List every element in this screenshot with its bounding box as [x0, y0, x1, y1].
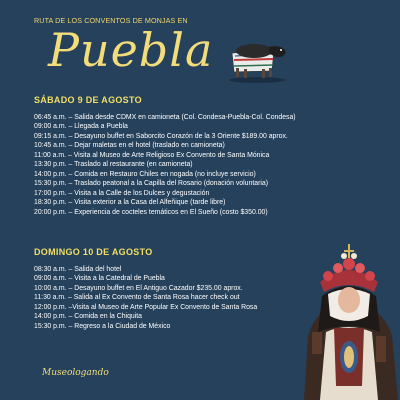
- day-2-title: DOMINGO 10 DE AGOSTO: [34, 247, 153, 257]
- schedule-item: 09:15 a.m. – Desayuno buffet en Saborcito Corazón de la 3 Oriente $189.00 aprox.: [34, 132, 288, 140]
- schedule-item: 14:00 p.m. – Comida en Restauro Chiles en nogada (no incluye servicio): [34, 170, 256, 178]
- schedule-item: 11:30 a.m. – Salida al Ex Convento de Santa Rosa hacer check out: [34, 294, 240, 302]
- schedule-item: 09:00 a.m. – Llegada a Puebla: [34, 123, 128, 131]
- schedule-item: 09:00 a.m. – Visita a la Catedral de Puebla: [34, 275, 165, 283]
- day-1-schedule: [34, 113, 394, 217]
- schedule-item: 15:30 p.m. – Regreso a la Ciudad de México: [34, 322, 171, 330]
- schedule-item: 10:45 a.m. – Dejar maletas en el hotel (traslado en camioneta): [34, 142, 225, 150]
- schedule-item: 12:00 p.m. –Visita al Museo de Arte Popular Ex Convento de Santa Rosa: [34, 303, 258, 311]
- schedule-item: 18:30 p.m. – Visita exterior a la Casa del Alfeñique (tarde libre): [34, 199, 226, 207]
- schedule-item: 20:00 p.m. – Experiencia de cocteles temáticos en El Sueño (costo $350.00): [34, 208, 268, 216]
- schedule-item: 17:00 p.m. – Visita a la Calle de los Dulces y degustación: [34, 189, 210, 197]
- route-title: RUTA DE LOS CONVENTOS DE MONJAS EN: [34, 16, 188, 25]
- sheep-figurine-illustration: [224, 38, 290, 84]
- schedule-item: 08:30 a.m. – Salida del hotel: [34, 266, 122, 273]
- schedule-item: 14:00 p.m. – Comida en la Chiquita: [34, 313, 143, 321]
- brand-signature: Museologando: [42, 368, 109, 378]
- day-1-title: SÁBADO 9 DE AGOSTO: [34, 95, 142, 105]
- day-1-section: [34, 95, 394, 217]
- city-title: Puebla: [48, 23, 214, 77]
- schedule-item: 10:00 a.m. – Desayuno buffet en El Antiguo Cazador $235.00 aprox.: [34, 284, 243, 292]
- schedule-item: 11:00 a.m. – Visita al Museo de Arte Religioso Ex Convento de Santa Mónica: [34, 151, 270, 159]
- schedule-item: 13:30 p.m. – Traslado al restaurante (en camioneta): [34, 161, 193, 169]
- crowned-nun-portrait-illustration: [298, 236, 400, 400]
- schedule-item: 06:45 a.m. – Salida desde CDMX en camioneta (Col. Condesa-Puebla-Col. Condesa): [34, 114, 296, 121]
- schedule-item: 15:30 p.m. – Traslado peatonal a la Capilla del Rosario (donación voluntaria): [34, 180, 269, 188]
